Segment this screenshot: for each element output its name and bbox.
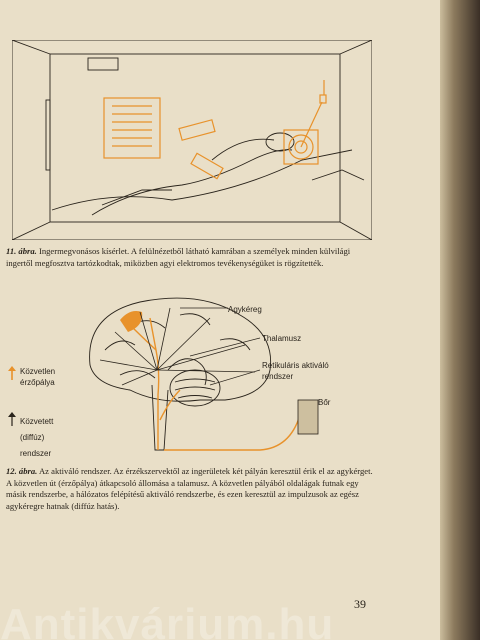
legend-indirect-system <box>20 414 53 462</box>
direct-pathway-arrow-icon <box>8 366 16 380</box>
figure-11-illustration <box>12 40 372 240</box>
legend-indirect-line-3: rendszer <box>20 449 52 458</box>
label-skin: Bőr <box>318 398 331 407</box>
label-thalamus: Thalamusz <box>262 334 302 343</box>
figure-11-caption <box>6 246 378 269</box>
figure-12-caption <box>6 466 378 512</box>
watermark: Antikvárium.hu <box>0 600 335 640</box>
page-edge <box>440 0 480 640</box>
legend-direct-line-2: érzőpálya <box>20 378 55 387</box>
legend-indirect-line-2: (diffúz) <box>20 433 45 442</box>
label-reticular-system: Retikuláris aktiváló rendszer <box>262 361 329 381</box>
legend-indirect-line-1: Közvetett <box>20 417 54 426</box>
figure-12-caption-label: 12. ábra. <box>6 466 38 476</box>
indirect-system-arrow-icon <box>8 412 16 426</box>
legend-direct-pathway <box>20 366 55 388</box>
figure-12-caption-text: Az aktiváló rendszer. Az érzékszervektől az ingerületek két pályán keresztül érik el az agykérget. A közvetlen út (érzőpálya) átkapcsoló állomása a talamusz. A közvetlen pályából oldalágak futnak egy másik rendszerbe, a hálózatos felépítésű aktiváló rendszerbe, és ezen keresztül az impulzusok az egész agykéregre hatnak (diffúz hatás). <box>6 466 373 511</box>
figure-11-caption-label: 11. ábra. <box>6 246 37 256</box>
label-cortex: Agykéreg <box>228 305 262 314</box>
figure-11-caption-text: Ingermegvonásos kísérlet. A felülnézetből látható kamrában a személyek minden külvilági ingertől megfosztva tartózkodtak, miközben agyi elektromos tevékenységüket is rögzítették. <box>6 246 351 268</box>
legend-direct-line-1: Közvetlen <box>20 367 56 376</box>
page-number: 39 <box>354 597 366 611</box>
